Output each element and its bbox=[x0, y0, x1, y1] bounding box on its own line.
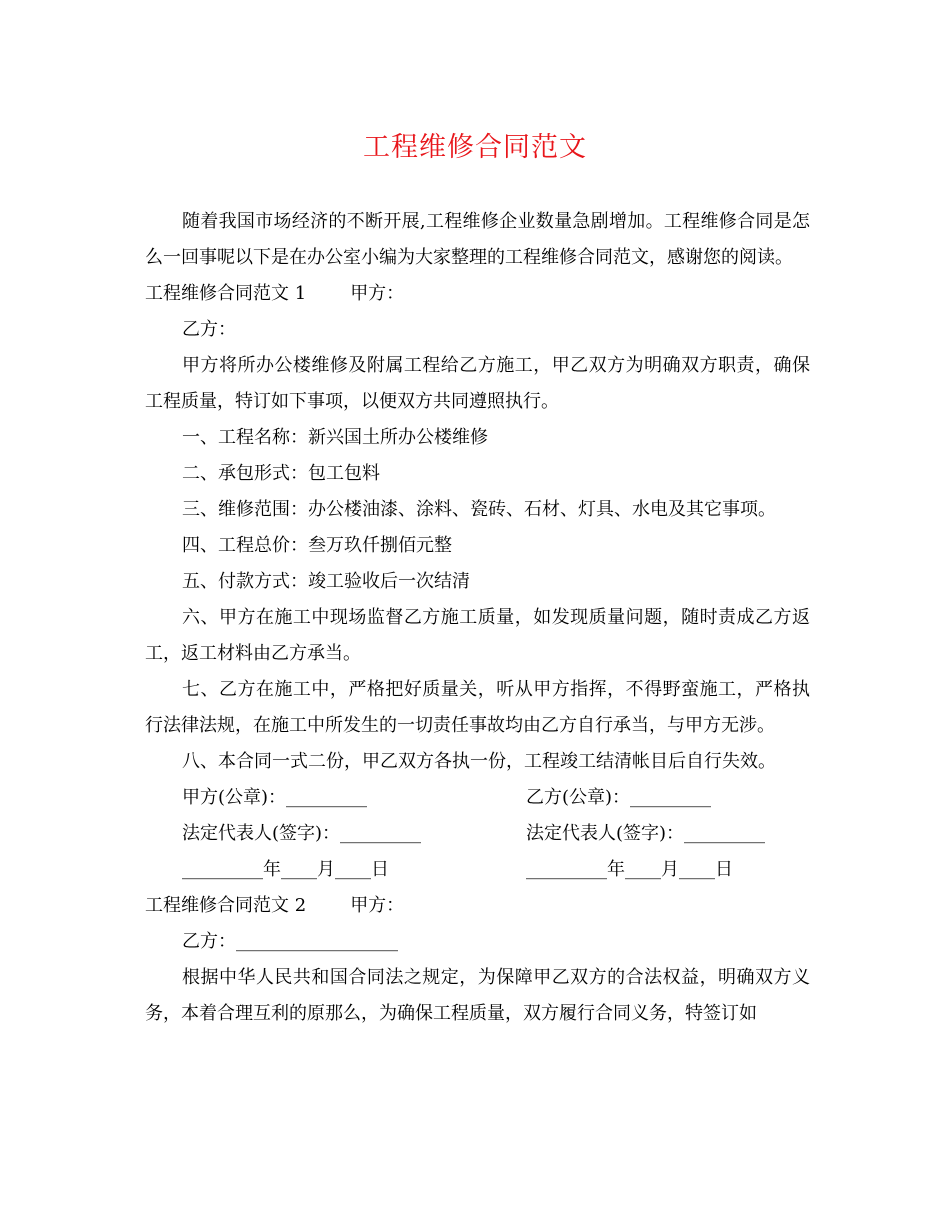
party-a-date: _________年____月____日 bbox=[182, 859, 389, 880]
party-a-seal: 甲方(公章)：_________ bbox=[182, 787, 368, 808]
signature-rep-row bbox=[145, 816, 810, 852]
clause-1: 一、工程名称：新兴国土所办公楼维修 bbox=[182, 427, 488, 448]
signature-date-row bbox=[145, 852, 810, 888]
clause-7: 七、乙方在施工中，严格把好质量关，听从甲方指挥，不得野蛮施工，严格执行法律法规，在施工中所发生的一切责任事故均由乙方自行承当，与甲方无涉。 bbox=[145, 679, 810, 736]
section1-preamble: 甲方将所办公楼维修及附属工程给乙方施工，甲乙双方为明确双方职责，确保工程质量，特订如下事项，以便双方共同遵照执行。 bbox=[145, 355, 810, 412]
clause-8: 八、本合同一式二份，甲乙双方各执一份，工程竣工结清帐目后自行失效。 bbox=[182, 751, 776, 772]
document-title: 工程维修合同范文 bbox=[363, 132, 587, 163]
section2-heading: 工程维修合同范文 2 bbox=[145, 895, 307, 916]
clause-5: 五、付款方式：竣工验收后一次结清 bbox=[182, 571, 470, 592]
section1-heading: 工程维修合同范文 1 bbox=[145, 283, 307, 304]
party-b-representative: 法定代表人(签字)：_________ bbox=[526, 823, 766, 844]
clause-3: 三、维修范围：办公楼油漆、涂料、瓷砖、石材、灯具、水电及其它事项。 bbox=[182, 499, 776, 520]
party-b-seal: 乙方(公章)：_________ bbox=[526, 787, 712, 808]
section1-party-a: 甲方： bbox=[350, 283, 405, 304]
clause-4: 四、工程总价：叁万玖仟捌佰元整 bbox=[182, 535, 452, 556]
clause-6: 六、甲方在施工中现场监督乙方施工质量，如发现质量问题，随时责成乙方返工，返工材料由乙方承当。 bbox=[145, 607, 810, 664]
section2-heading-line bbox=[145, 888, 810, 924]
signature-seal-row bbox=[145, 780, 810, 816]
party-a-representative: 法定代表人(签字)：_________ bbox=[182, 823, 422, 844]
section2-party-a: 甲方： bbox=[350, 895, 405, 916]
intro-paragraph: 随着我国市场经济的不断开展,工程维修企业数量急剧增加。工程维修合同是怎么一回事呢以下是在办公室小编为大家整理的工程维修合同范文，感谢您的阅读。 bbox=[145, 211, 810, 268]
section2-party-b: 乙方：__________________ bbox=[182, 931, 398, 952]
section2-preamble: 根据中华人民共和国合同法之规定，为保障甲乙双方的合法权益，明确双方义务，本着合理互利的原那么，为确保工程质量，双方履行合同义务，特签订如 bbox=[145, 967, 810, 1024]
section1-heading-line bbox=[145, 276, 810, 312]
document-body bbox=[145, 204, 810, 1032]
clause-2: 二、承包形式：包工包料 bbox=[182, 463, 380, 484]
party-b-date: _________年____月____日 bbox=[526, 859, 733, 880]
section1-party-b: 乙方： bbox=[182, 319, 236, 340]
